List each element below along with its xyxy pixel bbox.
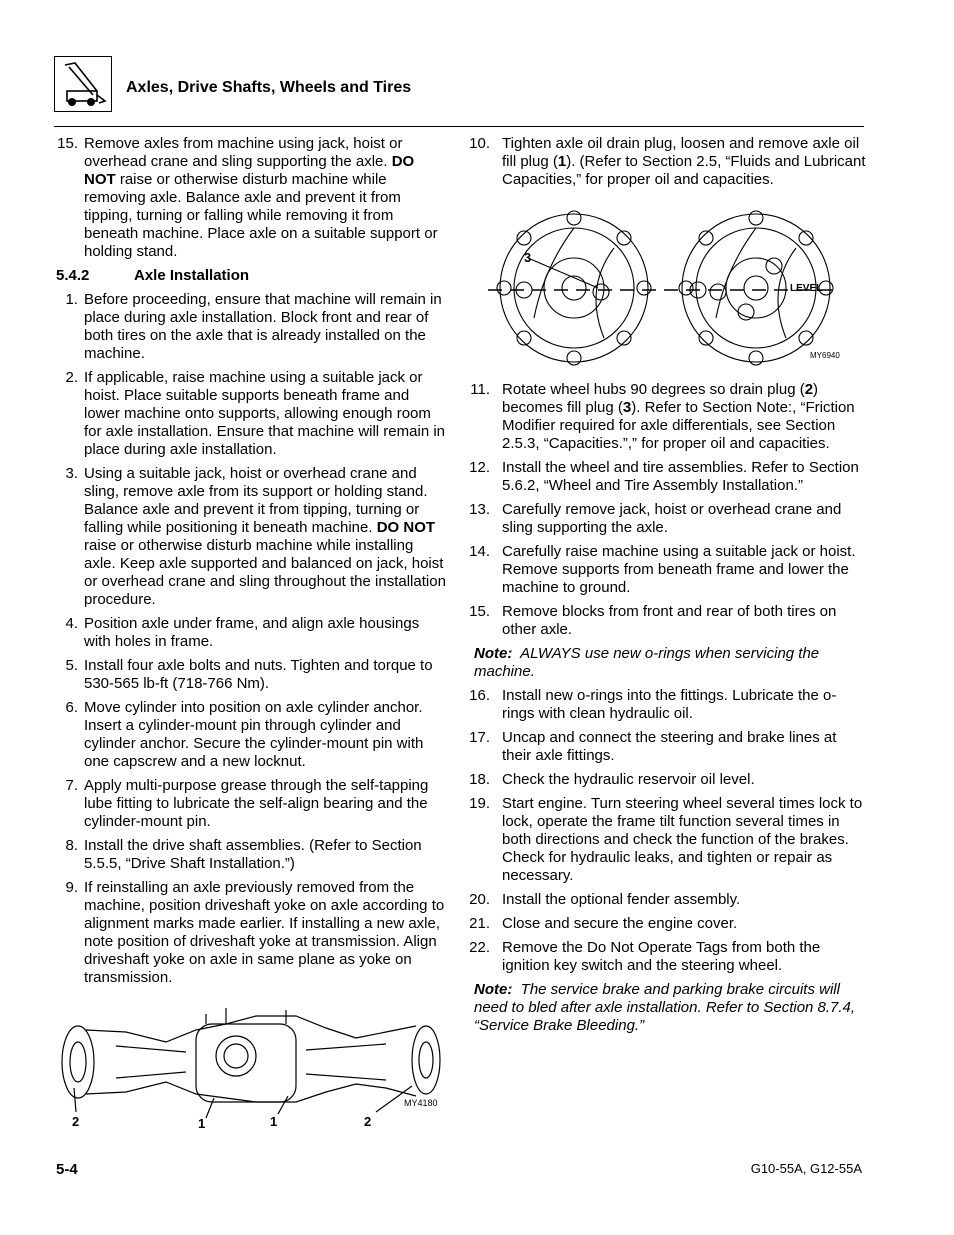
step-number: 21. [469, 915, 490, 932]
step-text: ). (Refer to Section 2.5, “Fluids and Lubricant Capacities,” for proper oil and capacities. [502, 153, 866, 188]
list-item [469, 915, 866, 933]
callout-label: 2 [364, 1114, 372, 1129]
step-text: ). Refer to Section Note:, “Friction Modifier required for axle differentials, see Section 2.5.3, “Capacities.”,” for proper oil and capacities. [502, 399, 855, 452]
list-item [56, 465, 448, 609]
note [474, 645, 866, 681]
list-item [470, 381, 866, 453]
step-number: 19. [469, 795, 490, 812]
list-item [56, 135, 448, 261]
list-item [56, 837, 448, 873]
left-column [56, 135, 448, 993]
step-text: Install the drive shaft assemblies. (Refer to Section 5.5.5, “Drive Shaft Installation.”) [84, 837, 422, 872]
step-number: 5. [65, 657, 78, 674]
step-emphasis: 1 [557, 153, 567, 170]
step-text: ) becomes fill plug ( [502, 381, 819, 416]
step-number: 6. [65, 699, 78, 716]
axle-drawing [56, 1002, 446, 1134]
callout-label: 1 [198, 1116, 206, 1131]
step-number: 20. [469, 891, 490, 908]
header-divider [54, 126, 864, 127]
wheel-hub-figure [484, 208, 846, 366]
step-number: 11. [470, 381, 490, 398]
list-item [56, 777, 448, 831]
list-item [469, 135, 866, 189]
list-item [469, 891, 866, 909]
step-number: 2. [65, 369, 78, 386]
step-text: raise or otherwise disturb machine while removing axle. Balance axle and prevent it from tipping, turning or falling while removing it from beneath machine. Place axle on a suitable support or holding stand. [84, 171, 438, 260]
list-item [469, 603, 866, 639]
step-text: raise or otherwise disturb machine while installing axle. Keep axle supported and balanced on jack, hoist or overhead crane and sling throughout the installation procedure. [84, 537, 446, 608]
step-text: If reinstalling an axle previously removed from the machine, position driveshaft yoke on axle according to alignment marks made earlier. If installing a new axle, note position of driveshaft yoke at transmission. Align driveshaft yoke on axle in same plane as yoke on transmission. [84, 879, 445, 986]
step-number: 15. [469, 603, 490, 620]
step-number: 13. [469, 501, 490, 518]
telehandler-logo-icon [54, 56, 112, 112]
figure-code: MY4180 [404, 1098, 438, 1108]
axle-assembly-figure [56, 1002, 446, 1134]
level-label: LEVEL [790, 283, 823, 294]
step-text: Tighten axle oil drain plug, loosen and remove axle oil fill plug ( [502, 135, 860, 170]
step-text: Install the optional fender assembly. [502, 891, 741, 908]
step-text: Rotate wheel hubs 90 degrees so drain plug ( [502, 381, 805, 398]
list-item [469, 729, 866, 765]
step-text: Carefully remove jack, hoist or overhead crane and sling supporting the axle. [502, 501, 842, 536]
step-emphasis: 3 [622, 399, 632, 416]
list-item [56, 657, 448, 693]
step-text: Carefully raise machine using a suitable jack or hoist. Remove supports from beneath frame and lower the machine to ground. [502, 543, 856, 596]
step-text: Install the wheel and tire assemblies. Refer to Section 5.6.2, “Wheel and Tire Assembly Installation.” [502, 459, 859, 494]
step-number: 10. [469, 135, 490, 152]
callout-label: 3 [524, 250, 532, 265]
list-item [469, 771, 866, 789]
list-item [469, 687, 866, 723]
note-text: ALWAYS use new o-rings when servicing the machine. [474, 645, 820, 680]
step-number: 9. [65, 879, 78, 896]
step-text: Check the hydraulic reservoir oil level. [502, 771, 755, 788]
step-number: 15. [57, 135, 78, 152]
step-text: Start engine. Turn steering wheel several times lock to lock, operate the frame tilt function several times in both directions and check the function of the brakes. Check for hydraulic leaks, and tighten or repair as necessary. [502, 795, 863, 884]
step-number: 8. [65, 837, 78, 854]
removal-steps [56, 135, 448, 261]
model-number: G10-55A, G12-55A [750, 1161, 862, 1176]
list-item [56, 699, 448, 771]
list-item [469, 939, 866, 975]
step-text: Remove the Do Not Operate Tags from both the ignition key switch and the steering wheel. [502, 939, 821, 974]
list-item [469, 543, 866, 597]
note-label: Note: [474, 981, 513, 998]
list-item [469, 795, 866, 885]
step-number: 14. [469, 543, 490, 560]
installation-steps [56, 291, 448, 987]
list-item [56, 615, 448, 651]
step-text: Remove blocks from front and rear of both tires on other axle. [502, 603, 837, 638]
step-number: 12. [469, 459, 490, 476]
list-item [56, 369, 448, 459]
step-emphasis: DO NOT [376, 519, 436, 536]
step-text: Remove axles from machine using jack, hoist or overhead crane and sling supporting the axle. [84, 135, 403, 170]
fill-steps [469, 135, 866, 189]
step-number: 3. [65, 465, 78, 482]
step-number: 4. [65, 615, 78, 632]
step-text: Move cylinder into position on axle cylinder anchor. Insert a cylinder-mount pin through cylinder and cylinder anchor. Secure the cylinder-mount pin with one capscrew and a new locknut. [84, 699, 424, 770]
step-text: Install new o-rings into the fittings. Lubricate the o-rings with clean hydraulic oil. [502, 687, 837, 722]
step-text: Uncap and connect the steering and brake lines at their axle fittings. [502, 729, 837, 764]
chapter-title: Axles, Drive Shafts, Wheels and Tires [126, 79, 412, 96]
callout-label: 2 [72, 1114, 80, 1129]
section-heading [56, 267, 448, 285]
step-emphasis: 2 [804, 381, 814, 398]
step-text: Using a suitable jack, hoist or overhead crane and sling, remove axle from its support or holding stand. Balance axle and prevent it from tipping, turning or falling while positioning it beneath machine. [84, 465, 428, 536]
step-number: 17. [469, 729, 490, 746]
system-steps [469, 687, 866, 975]
final-steps [469, 381, 866, 639]
step-text: Install four axle bolts and nuts. Tighten and torque to 530-565 lb-ft (718-766 Nm). [84, 657, 433, 692]
step-number: 1. [65, 291, 78, 308]
step-emphasis: DO NOT [84, 153, 415, 188]
section-title: Axle Installation [134, 267, 250, 284]
list-item [469, 459, 866, 495]
step-text: Close and secure the engine cover. [502, 915, 738, 932]
step-number: 16. [469, 687, 490, 704]
figure-code: MY6940 [810, 351, 840, 360]
note [474, 981, 866, 1035]
step-text: Apply multi-purpose grease through the self-tapping lube fitting to lubricate the self-align bearing and the cylinder-mount pin. [84, 777, 429, 830]
step-number: 18. [469, 771, 490, 788]
list-item [56, 291, 448, 363]
step-number: 7. [65, 777, 78, 794]
callout-label: 1 [270, 1114, 278, 1129]
list-item [469, 501, 866, 537]
note-label: Note: [474, 645, 513, 662]
page-number: 5-4 [56, 1161, 78, 1178]
section-number: 5.4.2 [56, 267, 90, 284]
step-text: If applicable, raise machine using a suitable jack or hoist. Place suitable supports beneath frame and lower machine onto supports, allowing enough room for axle installation. Ensure that machine will remain in place during axle installation. [84, 369, 446, 458]
step-text: Position axle under frame, and align axle housings with holes in frame. [84, 615, 420, 650]
note-text: The service brake and parking brake circuits will need to bled after axle installation. Refer to Section 8.7.4, “Service Brake Bleeding.” [474, 981, 856, 1034]
step-text: Before proceeding, ensure that machine will remain in place during axle installation. Block front and rear of both tires on the axle that is already installed on the machine. [84, 291, 442, 362]
list-item [56, 879, 448, 987]
step-number: 22. [469, 939, 490, 956]
